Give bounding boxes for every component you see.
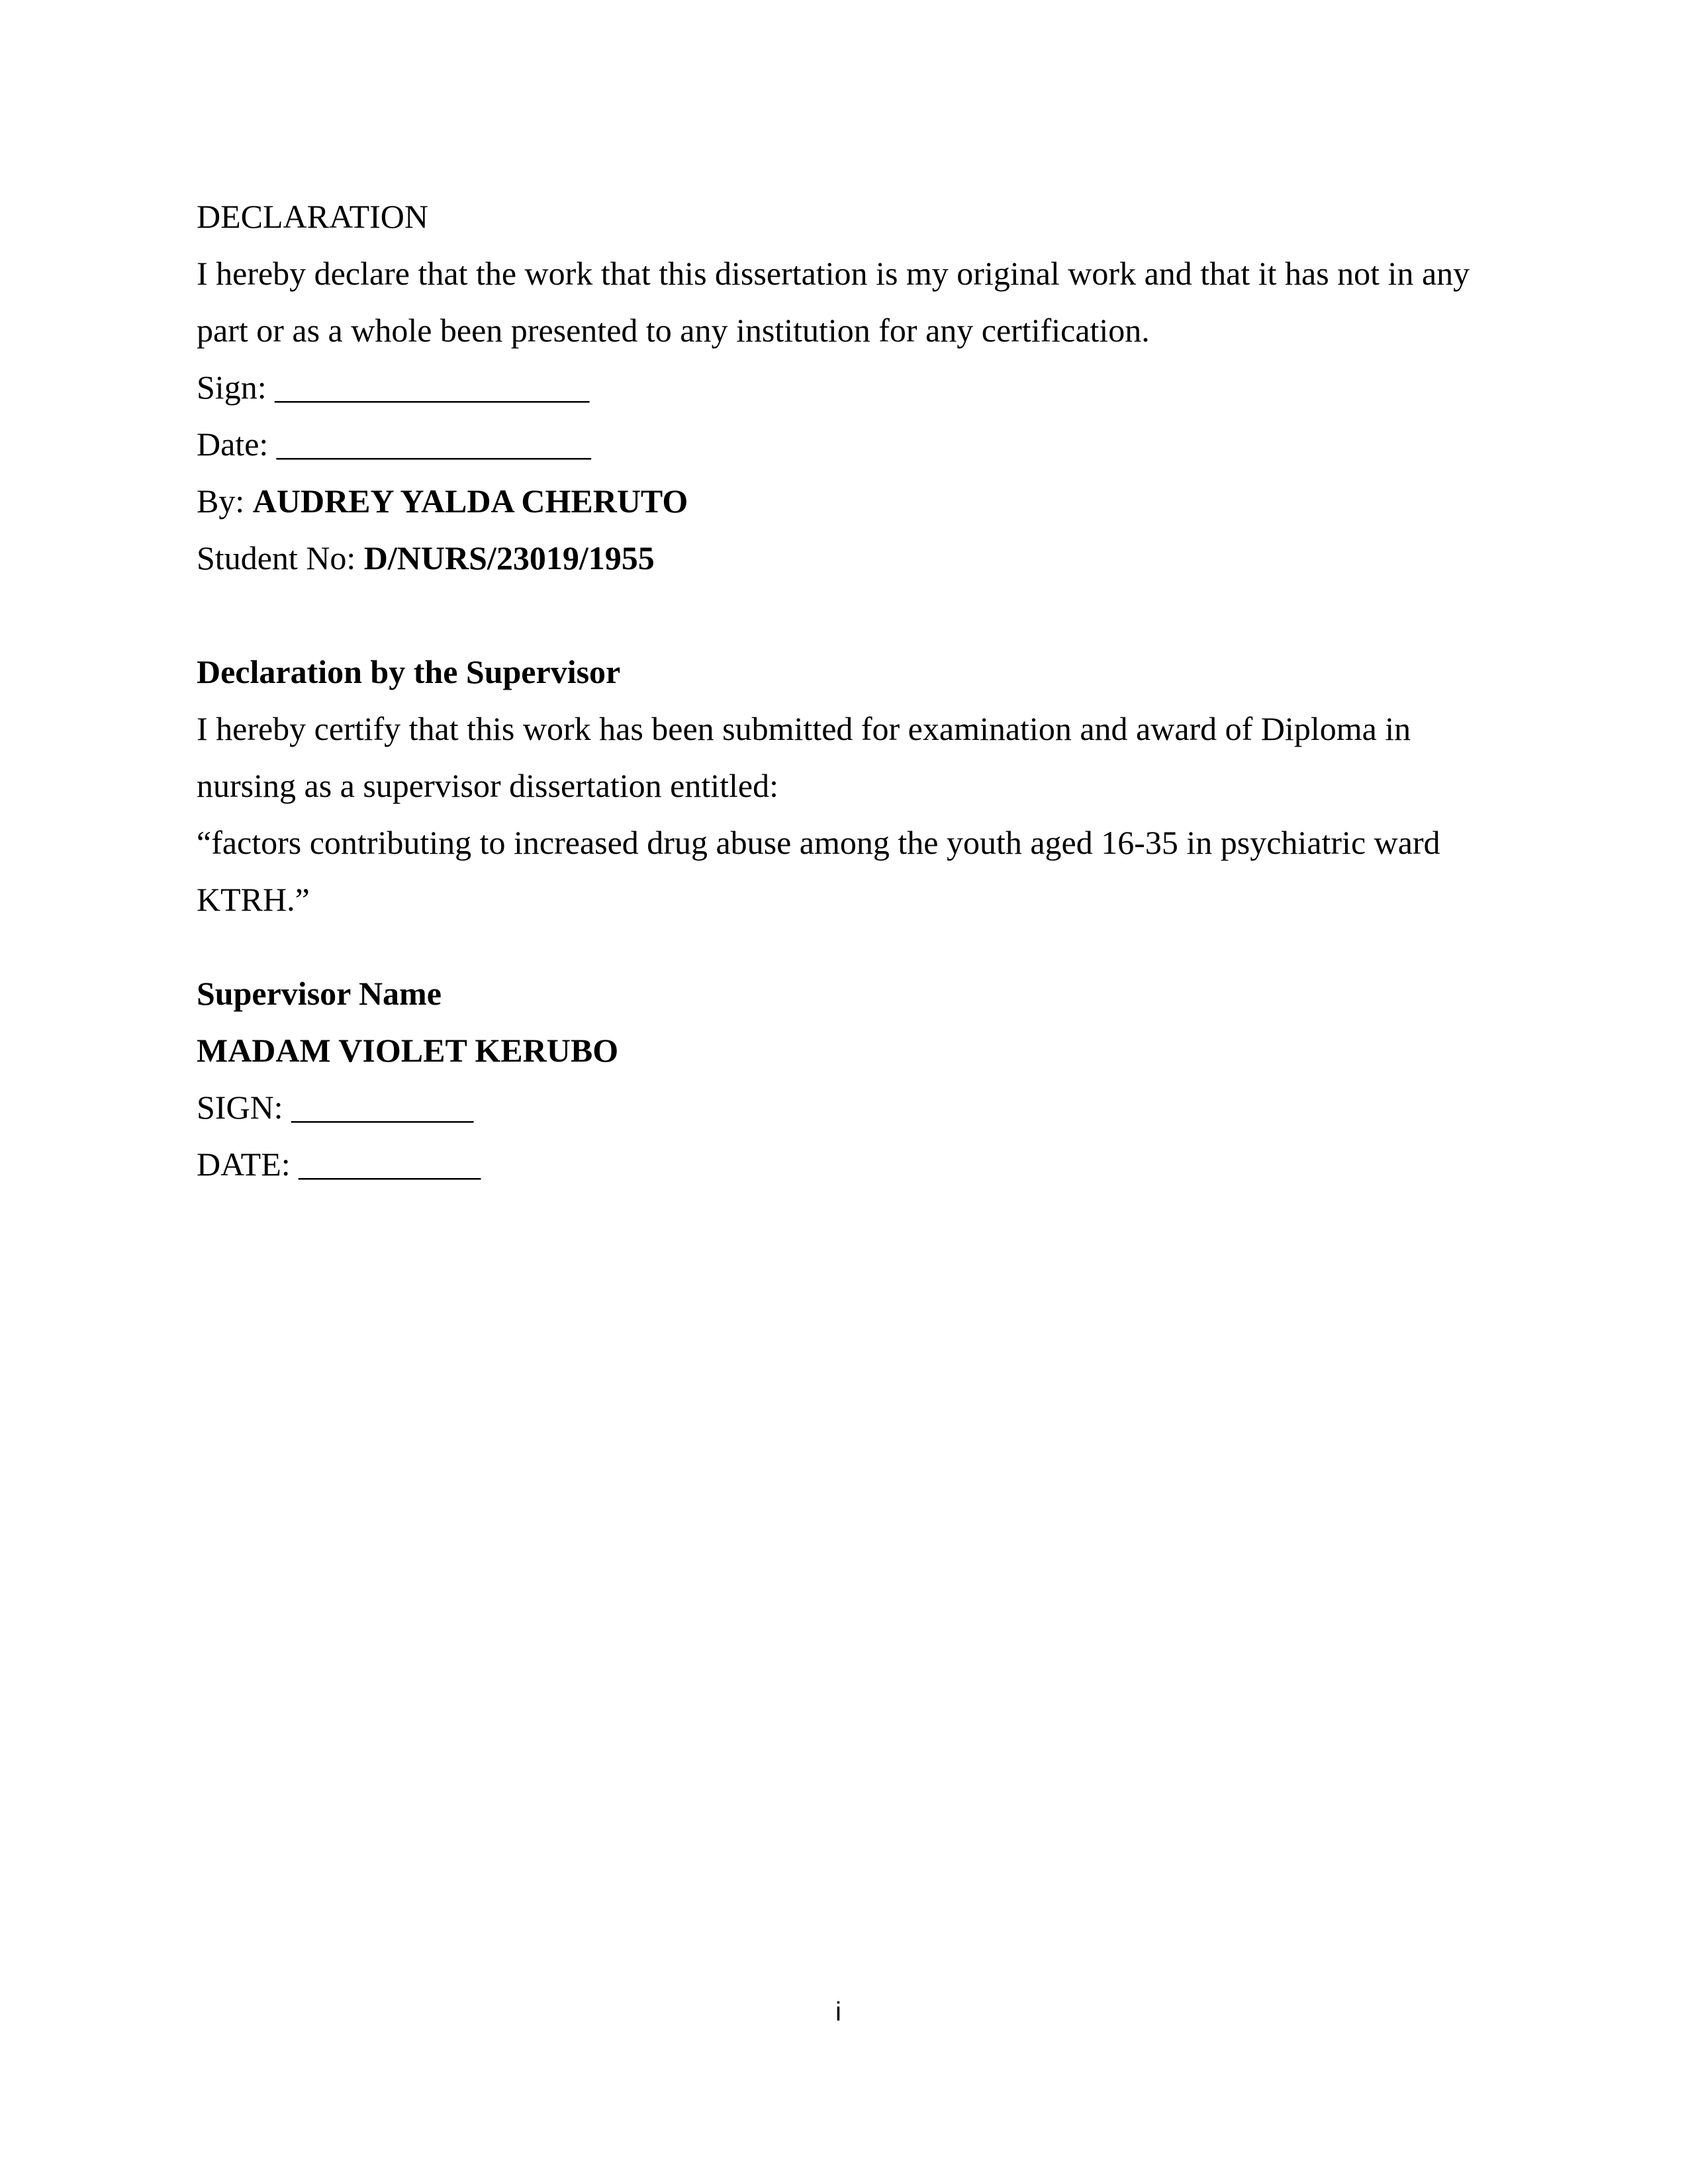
supervisor-sign-line — [197, 1087, 473, 1127]
supervisor-body-line-2: nursing as a supervisor dissertation entitled: — [197, 767, 779, 804]
student-name: AUDREY YALDA CHERUTO — [252, 482, 688, 520]
supervisor-sign-label: SIGN: — [197, 1089, 283, 1126]
student-date-blank: ___________________ — [276, 426, 591, 463]
supervisor-name-label: Supervisor Name — [197, 975, 442, 1012]
student-sign-line — [197, 367, 589, 407]
declaration-body-line-2: part or as a whole been presented to any institution for any certification. — [197, 312, 1150, 349]
student-number-line — [197, 538, 655, 578]
declaration-body-line-1: I hereby declare that the work that this dissertation is my original work and that it has not in any — [197, 255, 1470, 292]
supervisor-name: MADAM VIOLET KERUBO — [197, 1032, 619, 1069]
supervisor-body-line-1: I hereby certify that this work has been submitted for examination and award of Diploma in — [197, 710, 1411, 747]
supervisor-date-line — [197, 1144, 481, 1184]
supervisor-sign-blank: ___________ — [291, 1089, 474, 1126]
by-label: By: — [197, 482, 245, 520]
student-date-line — [197, 424, 591, 464]
student-sign-blank: ___________________ — [275, 369, 590, 406]
supervisor-declaration-heading: Declaration by the Supervisor — [197, 653, 621, 690]
student-name-line — [197, 481, 688, 521]
supervisor-date-label: DATE: — [197, 1146, 291, 1183]
supervisor-date-blank: ___________ — [299, 1146, 481, 1183]
student-date-label: Date: — [197, 426, 269, 463]
dissertation-title-line-2: KTRH.” — [197, 881, 310, 918]
student-number-label: Student No: — [197, 539, 356, 576]
student-number: D/NURS/23019/1955 — [363, 539, 655, 576]
dissertation-title-line-1: “factors contributing to increased drug abuse among the youth aged 16-35 in psychiatric ward — [197, 824, 1440, 861]
declaration-heading: DECLARATION — [197, 198, 428, 235]
student-sign-label: Sign: — [197, 369, 267, 406]
page-number: i — [835, 1997, 841, 2026]
